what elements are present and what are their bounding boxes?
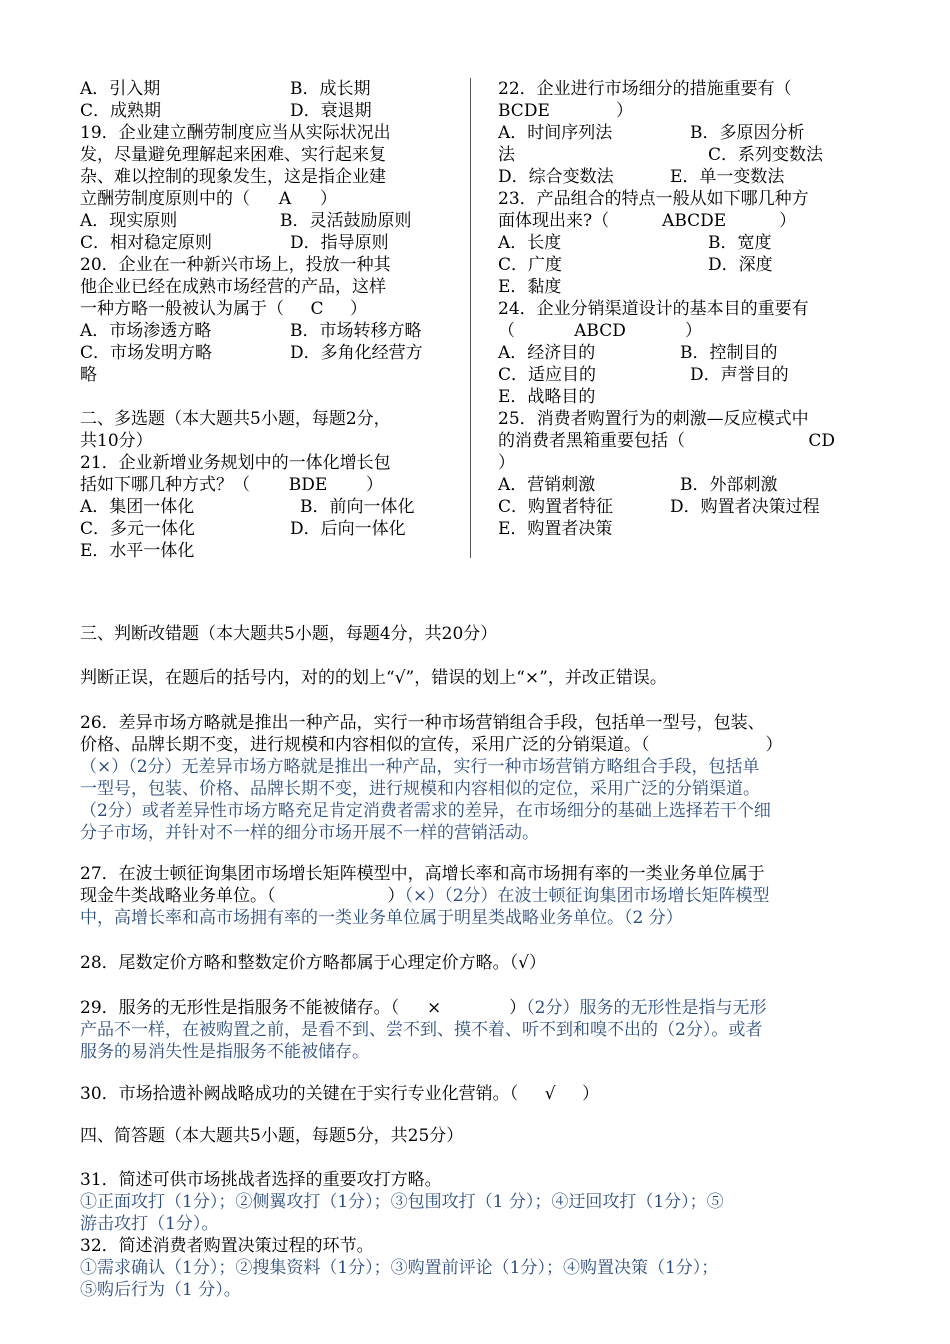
q21-stem-1: 21．企业新增业务规划中的一体化增长包 xyxy=(80,453,391,473)
q29-stem: 29．服务的无形性是指服务不能被储存。（ xyxy=(80,998,400,1018)
q24-option-a: A．经济目的 xyxy=(498,343,596,363)
q20-answer: C xyxy=(310,299,324,319)
q18-option-c: C．成熟期 xyxy=(80,101,162,121)
q20-option-d: D．多角化经营方 xyxy=(290,343,423,363)
q18-option-d: D．衰退期 xyxy=(290,101,372,121)
q23-option-b: B．宽度 xyxy=(708,233,772,253)
q25-option-b: B．外部刺激 xyxy=(680,475,778,495)
q23-stem-2-text: 面体现出来?（ xyxy=(498,211,610,231)
q32-stem: 32．简述消费者购置决策过程的环节。 xyxy=(80,1236,374,1256)
q20-stem-2: 他企业已经在成熟市场经营的产品，这样 xyxy=(80,277,386,297)
q25-option-c: C．购置者特征 xyxy=(498,497,614,517)
q20-stem-3 xyxy=(80,298,450,320)
q21-option-d: D．后向一体化 xyxy=(290,519,406,539)
q21-options-row-1 xyxy=(80,496,450,518)
q20-close: ） xyxy=(350,299,367,319)
q19-option-b: B．灵活鼓励原则 xyxy=(280,211,412,231)
q25-close: ） xyxy=(498,453,515,473)
q25-stem-2 xyxy=(498,430,868,452)
q18-options-row-1 xyxy=(80,78,450,100)
q23-option-e: E．黏度 xyxy=(498,277,562,297)
q20-option-c: C．市场发明方略 xyxy=(80,343,213,363)
q21-stem-2 xyxy=(80,474,450,496)
q29-close: ） xyxy=(509,998,527,1018)
q22-options-row-2 xyxy=(498,144,868,166)
q21-close: ） xyxy=(366,475,383,495)
q27-stem-2 xyxy=(80,885,870,907)
q24-stem: 24．企业分销渠道设计的基本目的重要有 xyxy=(498,299,809,319)
q29-answer-a: （2分）服务的无形性是指与无形 xyxy=(526,998,767,1018)
q23-stem-2 xyxy=(498,210,868,232)
q19-stem-3: 杂、难以控制的现象发生，这是指企业建 xyxy=(80,167,386,187)
q29 xyxy=(80,997,870,1063)
q26 xyxy=(80,712,870,844)
q20-option-d-wrap: 略 xyxy=(80,365,97,385)
q18-option-b: B．成长期 xyxy=(290,79,371,99)
q19-stem-4 xyxy=(80,188,450,210)
q19-option-d: D．指导原则 xyxy=(290,233,389,253)
q25-options-row-1 xyxy=(498,474,868,496)
q32-answer-2: ⑤购后行为（1 分）。 xyxy=(80,1280,241,1300)
q19-options-row-1 xyxy=(80,210,450,232)
q21-options-row-2 xyxy=(80,518,450,540)
q24-answer: ABCD xyxy=(574,321,626,341)
q23-options-row-2 xyxy=(498,254,868,276)
q31-answer-1: ①正面攻打（1分）；②侧翼攻打（1分）；③包围攻打（1 分）；④迂回攻打（1分）；⑤ xyxy=(80,1192,724,1212)
q20-options-row-2 xyxy=(80,342,450,364)
q19-answer: A xyxy=(278,189,292,209)
q32-answer-1: ①需求确认（1分）；②搜集资料（1分）；③购置前评论（1分）；④购置决策（1分）； xyxy=(80,1258,719,1278)
q29-answer-c: 服务的易消失性是指服务不能被储存。 xyxy=(80,1042,369,1062)
left-column xyxy=(80,78,450,562)
q28-block xyxy=(80,952,870,974)
q19-option-c: C．相对稳定原则 xyxy=(80,233,213,253)
section3-instruction: 判断正误，在题后的括号内，对的的划上“√”，错误的划上“×”，并改正错误。 xyxy=(80,668,667,688)
q25-option-e: E．购置者决策 xyxy=(498,519,613,539)
q18-option-a: A．引入期 xyxy=(80,79,161,99)
section2-title-1: 二、多选题（本大题共5小题，每题2分， xyxy=(80,409,391,429)
q25-options-row-2 xyxy=(498,496,868,518)
q20-stem-1: 20．企业在一种新兴市场上，投放一种其 xyxy=(80,255,391,275)
q26-stem-1: 26．差异市场方略就是推出一种产品，实行一种市场营销组合手段，包括单一型号，包装、 xyxy=(80,713,765,733)
q25-stem-2-text: 的消费者黑箱重要包括（ xyxy=(498,431,685,451)
q22-close: ） xyxy=(616,101,633,121)
section4 xyxy=(80,1125,870,1147)
q23-option-c: C．广度 xyxy=(498,255,563,275)
q20-option-a: A．市场渗透方略 xyxy=(80,321,212,341)
q19-option-a: A．现实原则 xyxy=(80,211,178,231)
q23-option-a: A．长度 xyxy=(498,233,562,253)
q24-options-row-1 xyxy=(498,342,868,364)
q25-stem-1: 25．消费者购置行为的刺激—反应模式中 xyxy=(498,409,809,429)
q19-stem-4-text: 立酬劳制度原则中的（ xyxy=(80,189,250,209)
q30-stem: 30．市场拾遗补阙战略成功的关键在于实行专业化营销。（ xyxy=(80,1084,519,1104)
q26-stem-2-text: 价格、品牌长期不变，进行规模和内容相似的宣传，采用广泛的分销渠道。（ xyxy=(80,735,650,755)
q22-options-row-3 xyxy=(498,166,868,188)
q21-option-b: B．前向一体化 xyxy=(300,497,415,517)
q27 xyxy=(80,863,870,929)
section3-title: 三、判断改错题（本大题共5小题，每题4分，共20分） xyxy=(80,624,498,644)
q26-answer-3: （2分）或者差异性市场方略充足肯定消费者需求的差异，在市场细分的基础上选择若干个细 xyxy=(80,801,771,821)
q20-options-row-1 xyxy=(80,320,450,342)
q27-stem-1: 27．在波士顿征询集团市场增长矩阵模型中，高增长率和高市场拥有率的一类业务单位属于 xyxy=(80,864,765,884)
q25-option-d: D．购置者决策过程 xyxy=(670,497,820,517)
q22-answer: BCDE xyxy=(498,101,550,121)
q27-answer-b: 中，高增长率和高市场拥有率的一类业务单位属于明星类战略业务单位。（2 分） xyxy=(80,908,683,928)
section3 xyxy=(80,623,870,645)
section2-title-2: 共10分） xyxy=(80,431,153,451)
q28: 28．尾数定价方略和整数定价方略都属于心理定价方略。（√） xyxy=(80,953,546,973)
q22-stem: 22．企业进行市场细分的措施重要有（ xyxy=(498,79,792,99)
q19-close: ） xyxy=(320,189,337,209)
column-divider xyxy=(470,78,471,558)
q21-option-c: C．多元一体化 xyxy=(80,519,196,539)
q22-options-row-1 xyxy=(498,122,868,144)
q22-option-b-wrap: 法 xyxy=(498,145,515,165)
q24-option-b: B．控制目的 xyxy=(680,343,778,363)
q30 xyxy=(80,1083,870,1105)
right-column xyxy=(498,78,868,540)
q31-stem: 31．简述可供市场挑战者选择的重要攻打方略。 xyxy=(80,1170,442,1190)
q26-stem-2 xyxy=(80,734,870,756)
q21-option-e: E．水平一体化 xyxy=(80,541,195,561)
q27-close: ） xyxy=(387,886,405,906)
q22-answer-line xyxy=(498,100,868,122)
q22-option-c: C．系列变数法 xyxy=(708,145,824,165)
q26-answer-1: （×）（2分）无差异市场方略就是推出一种产品，实行一种市场营销方略组合手段，包括单 xyxy=(80,757,760,777)
q23-answer: ABCDE xyxy=(662,211,727,231)
q24-options-row-2 xyxy=(498,364,868,386)
q19-options-row-2 xyxy=(80,232,450,254)
q20-option-b: B．市场转移方略 xyxy=(290,321,422,341)
q22-option-b: B．多原因分析 xyxy=(690,123,805,143)
q19-stem-1: 19．企业建立酬劳制度应当从实际状况出 xyxy=(80,123,391,143)
q27-stem-2-text: 现金牛类战略业务单位。（ xyxy=(80,886,276,906)
section4-title: 四、简答题（本大题共5小题，每题5分，共25分） xyxy=(80,1126,464,1146)
q31-answer-2: 游击攻打（1分）。 xyxy=(80,1214,219,1234)
q20-stem-3-text: 一种方略一般被认为属于（ xyxy=(80,299,284,319)
q30-close: ） xyxy=(582,1084,600,1104)
q23-options-row-1 xyxy=(498,232,868,254)
q23-close: ） xyxy=(779,211,797,231)
q23-option-d: D．深度 xyxy=(708,255,773,275)
q21-option-a: A．集团一体化 xyxy=(80,497,195,517)
q24-option-e: E．战略目的 xyxy=(498,387,596,407)
q22-option-e: E．单一变数法 xyxy=(670,167,785,187)
q30-line xyxy=(80,1083,870,1105)
q24-close: ） xyxy=(685,321,702,341)
q26-answer-2: 一型号，包装、价格、品牌长期不变，进行规模和内容相似的定位，采用广泛的分销渠道。 xyxy=(80,779,760,799)
q25-answer: CD xyxy=(808,431,835,451)
q21-stem-2-text: 括如下哪几种方式？（ xyxy=(80,475,250,495)
q23-stem-1: 23．产品组合的特点一般从如下哪几种方 xyxy=(498,189,809,209)
q25-option-a: A．营销刺激 xyxy=(498,475,596,495)
q26-close: ） xyxy=(765,735,783,755)
q18-options-row-2 xyxy=(80,100,450,122)
q31 xyxy=(80,1169,870,1301)
q29-line-1 xyxy=(80,997,870,1019)
q26-answer-4: 分子市场，并针对不一样的细分市场开展不一样的营销活动。 xyxy=(80,823,539,843)
q29-mark: × xyxy=(427,998,442,1018)
q22-option-a: A．时间序列法 xyxy=(498,123,613,143)
q24-option-d: D．声誉目的 xyxy=(690,365,789,385)
q24-option-c: C．适应目的 xyxy=(498,365,597,385)
section3-instruction-block xyxy=(80,667,870,689)
q29-answer-b: 产品不一样，在被购置之前，是看不到、尝不到、摸不着、听不到和嗅不出的（2分）。或者 xyxy=(80,1020,763,1040)
q30-mark: √ xyxy=(544,1084,556,1104)
q22-option-d: D．综合变数法 xyxy=(498,167,614,187)
q24-answer-line xyxy=(498,320,868,342)
q19-stem-2: 发，尽量避免理解起来困难、实行起来复 xyxy=(80,145,386,165)
q27-answer-a: （×）（2分）在波士顿征询集团市场增长矩阵模型 xyxy=(404,886,770,906)
q24-open: （ xyxy=(498,321,515,341)
q21-answer: BDE xyxy=(288,475,328,495)
